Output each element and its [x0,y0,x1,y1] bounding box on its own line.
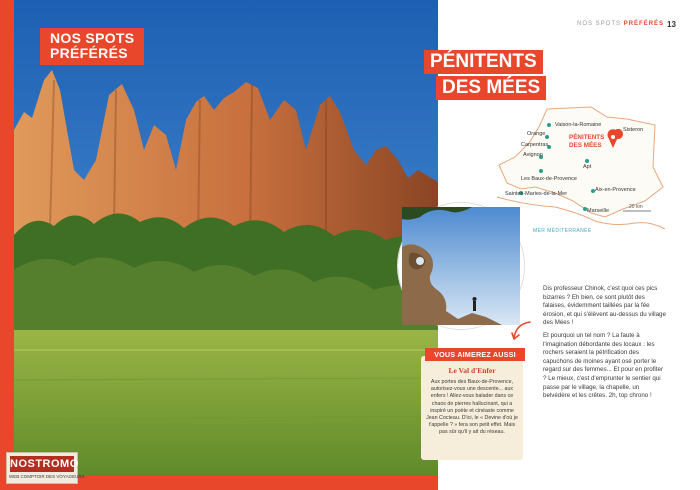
map-highlight-line2: DES MÉES [569,142,602,149]
body-text [543,285,668,405]
map-label-1: Orange [527,131,546,137]
curved-arrow-icon [510,318,534,342]
map-label-0: Vaison-la-Romaine [555,122,602,128]
map-scale: 20 km [629,204,643,210]
logo-tagline: WEB COMPTOIR DES VOYAGEURS [9,474,85,479]
section-tag [40,28,144,65]
map-label-8: Aix-en-Provence [595,187,636,193]
logo-name: NOSTROMO [10,458,79,470]
rock-formations-illustration [14,0,438,476]
map-sea-label: MER MÉDITERRANÉE [533,228,592,234]
body-paragraph: Et pourquoi un tel nom ? La faute à l'imagination débordante des locaux : les rochers seraient la pétrification des capuchons de moines ayant osé porter le regard sur des femmes... Et pour en profiter ? Le mieux, c'est d'emprunter le sentier qui passe par le village, la chapelle, un belvédère et les crêtes. 2h, top chrono ! [543,331,664,400]
map-label-4: Sisteron [623,127,644,133]
sidebar-title: VOUS AIMEREZ AUSSI [425,348,525,361]
hiker-on-rock-illustration [402,207,520,325]
body-paragraph: Dis professeur Chinok, c'est quoi ces pics bizarres ? Eh bien, ce sont plutôt des falaises, évidemment taillées par la fée érosion, et qui s'élèvent au-dessus du village des Mées ! [543,285,666,327]
section-tag-line1: NOS SPOTS [50,30,135,46]
page-title-line1: PÉNITENTS [424,50,543,74]
running-head-accent: PRÉFÉRÉS [623,21,665,27]
map-highlight-line1: PÉNITENTS [569,134,605,141]
map-label-6: Les Baux-de-Provence [521,176,577,182]
sidebar-box [421,356,523,460]
map-label-9: Marseille [587,208,610,214]
page-number: 13 [667,20,676,29]
map-label-5: Apt [583,164,592,170]
provence-map-svg [495,105,667,247]
map-label-3: Avignon [523,152,543,158]
penitents-photo [14,0,438,476]
running-head [577,21,664,27]
page-title-line2: DES MÉES [436,76,546,100]
publisher-logo [6,452,85,484]
inset-photo [398,203,524,329]
section-tag-line2: PRÉFÉRÉS [50,45,128,61]
location-map [495,105,667,247]
sidebar-subtitle: Le Val d'Enfer [448,366,496,375]
sidebar-body: Aux portes des Baux-de-Provence, autorisez-vous une descente... aux enfers ! Allez-vous balader dans ce chaos de pierres hallucinant, qui a inspiré un poète et cinéaste comme Jean Cocteau. D'ici, le « Devine d'où je t'appelle ? » fera son petit effet. Mais pas sûr qu'il y ait du réseau. [426,379,518,436]
map-label-7: Saintes-Maries-de-la-Mer [505,191,568,197]
map-label-2: Carpentras [521,142,549,148]
running-head-prefix: NOS SPOTS [577,21,622,27]
